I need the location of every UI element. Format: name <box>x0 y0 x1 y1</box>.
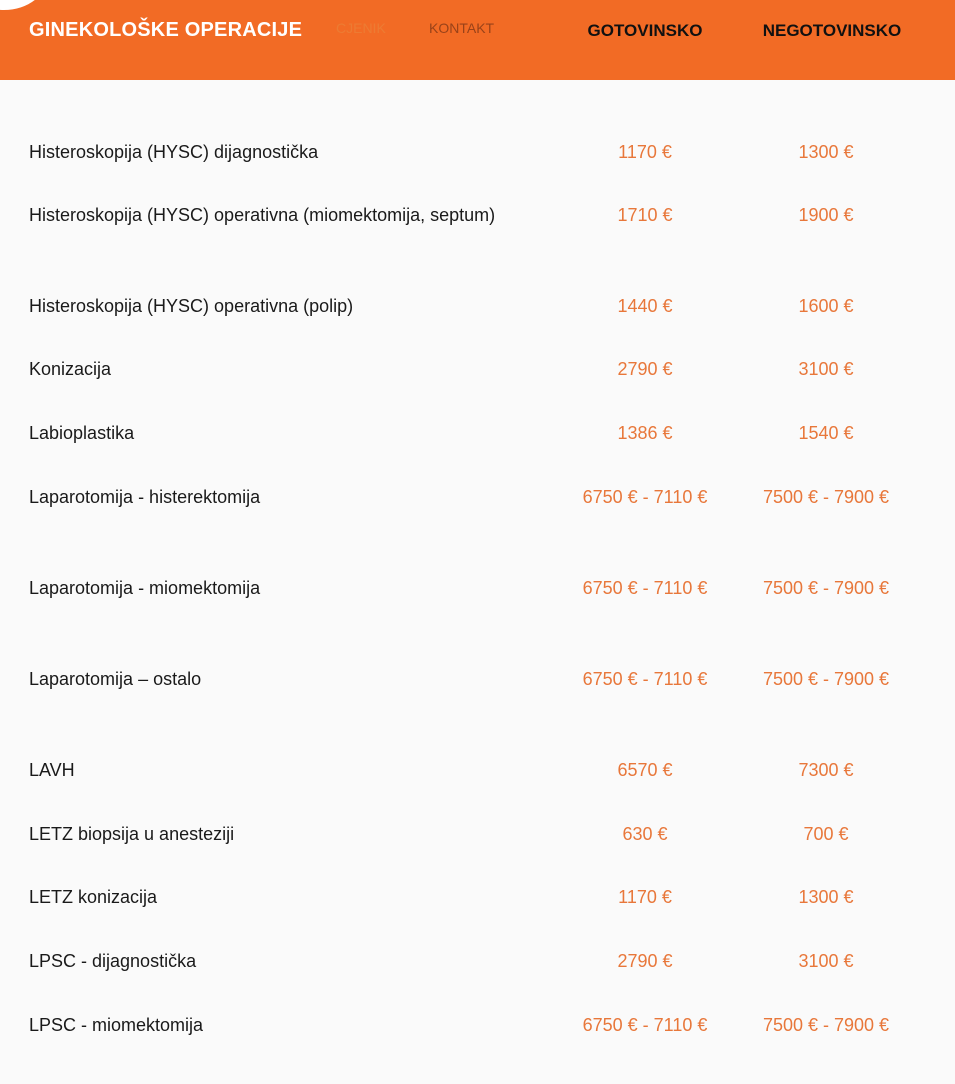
price-noncash: 1600 € <box>798 296 854 316</box>
procedure-name: LETZ konizacija <box>29 887 158 907</box>
table-row <box>0 738 955 802</box>
column-header-cash: GOTOVINSKO <box>587 21 703 40</box>
table-row <box>0 274 955 337</box>
procedure-name: Histeroskopija (HYSC) dijagnostička <box>29 142 319 162</box>
price-noncash: 7500 € - 7900 € <box>762 487 890 507</box>
price-noncash: 1300 € <box>798 887 854 907</box>
header-bar <box>0 0 955 80</box>
table-row <box>0 865 955 929</box>
nav-link-kontakt[interactable]: KONTAKT <box>429 20 495 36</box>
table-row <box>0 647 955 738</box>
procedure-name: Konizacija <box>29 359 112 379</box>
procedure-name: LETZ biopsija u anesteziji <box>29 824 235 844</box>
price-noncash: 1540 € <box>798 423 854 443</box>
price-noncash: 7500 € - 7900 € <box>762 1015 890 1035</box>
procedure-name: Laparotomija - histerektomija <box>29 487 261 507</box>
table-row <box>0 993 955 1084</box>
price-noncash: 1300 € <box>798 142 854 162</box>
logo[interactable] <box>0 0 48 10</box>
nav-link-cjenik[interactable]: CJENIK <box>336 20 386 36</box>
price-noncash: 7300 € <box>798 760 854 780</box>
price-cash: 6570 € <box>617 760 673 780</box>
price-noncash: 1900 € <box>798 205 854 225</box>
column-header-noncash: NEGOTOVINSKO <box>762 21 902 40</box>
price-cash: 1170 € <box>618 142 672 162</box>
price-cash: 1440 € <box>617 296 673 316</box>
page-title: GINEKOLOŠKE OPERACIJE <box>29 19 303 41</box>
price-cash: 6750 € - 7110 € <box>582 669 708 689</box>
price-noncash: 3100 € <box>798 951 854 971</box>
price-cash: 6750 € - 7110 € <box>582 487 708 507</box>
price-cash: 6750 € - 7110 € <box>582 578 708 598</box>
table-row <box>0 183 955 274</box>
price-table <box>0 120 955 1084</box>
procedure-name: LPSC - miomektomija <box>29 1015 204 1035</box>
price-noncash: 7500 € - 7900 € <box>762 578 890 598</box>
table-row <box>0 556 955 647</box>
table-row <box>0 337 955 401</box>
procedure-name: Laparotomija – ostalo <box>29 669 202 689</box>
price-noncash: 700 € <box>803 824 849 844</box>
procedure-name: LAVH <box>29 760 75 780</box>
price-cash: 6750 € - 7110 € <box>582 1015 708 1035</box>
price-cash: 2790 € <box>617 951 673 971</box>
procedure-name: LPSC - dijagnostička <box>29 951 197 971</box>
price-noncash: 7500 € - 7900 € <box>762 669 890 689</box>
procedure-name: Histeroskopija (HYSC) operativna (polip) <box>29 296 354 316</box>
table-row <box>0 465 955 556</box>
table-row <box>0 929 955 993</box>
table-row <box>0 401 955 465</box>
table-row <box>0 802 955 865</box>
procedure-name: Histeroskopija (HYSC) operativna (miomektomija, septum) <box>29 205 496 225</box>
price-cash: 630 € <box>622 824 668 844</box>
price-noncash: 3100 € <box>798 359 854 379</box>
price-cash: 1170 € <box>618 887 672 907</box>
price-cash: 1386 € <box>617 423 673 443</box>
table-row <box>0 120 955 183</box>
procedure-name: Laparotomija - miomektomija <box>29 578 261 598</box>
price-cash: 1710 € <box>617 205 673 225</box>
procedure-name: Labioplastika <box>29 423 135 443</box>
price-cash: 2790 € <box>617 359 673 379</box>
